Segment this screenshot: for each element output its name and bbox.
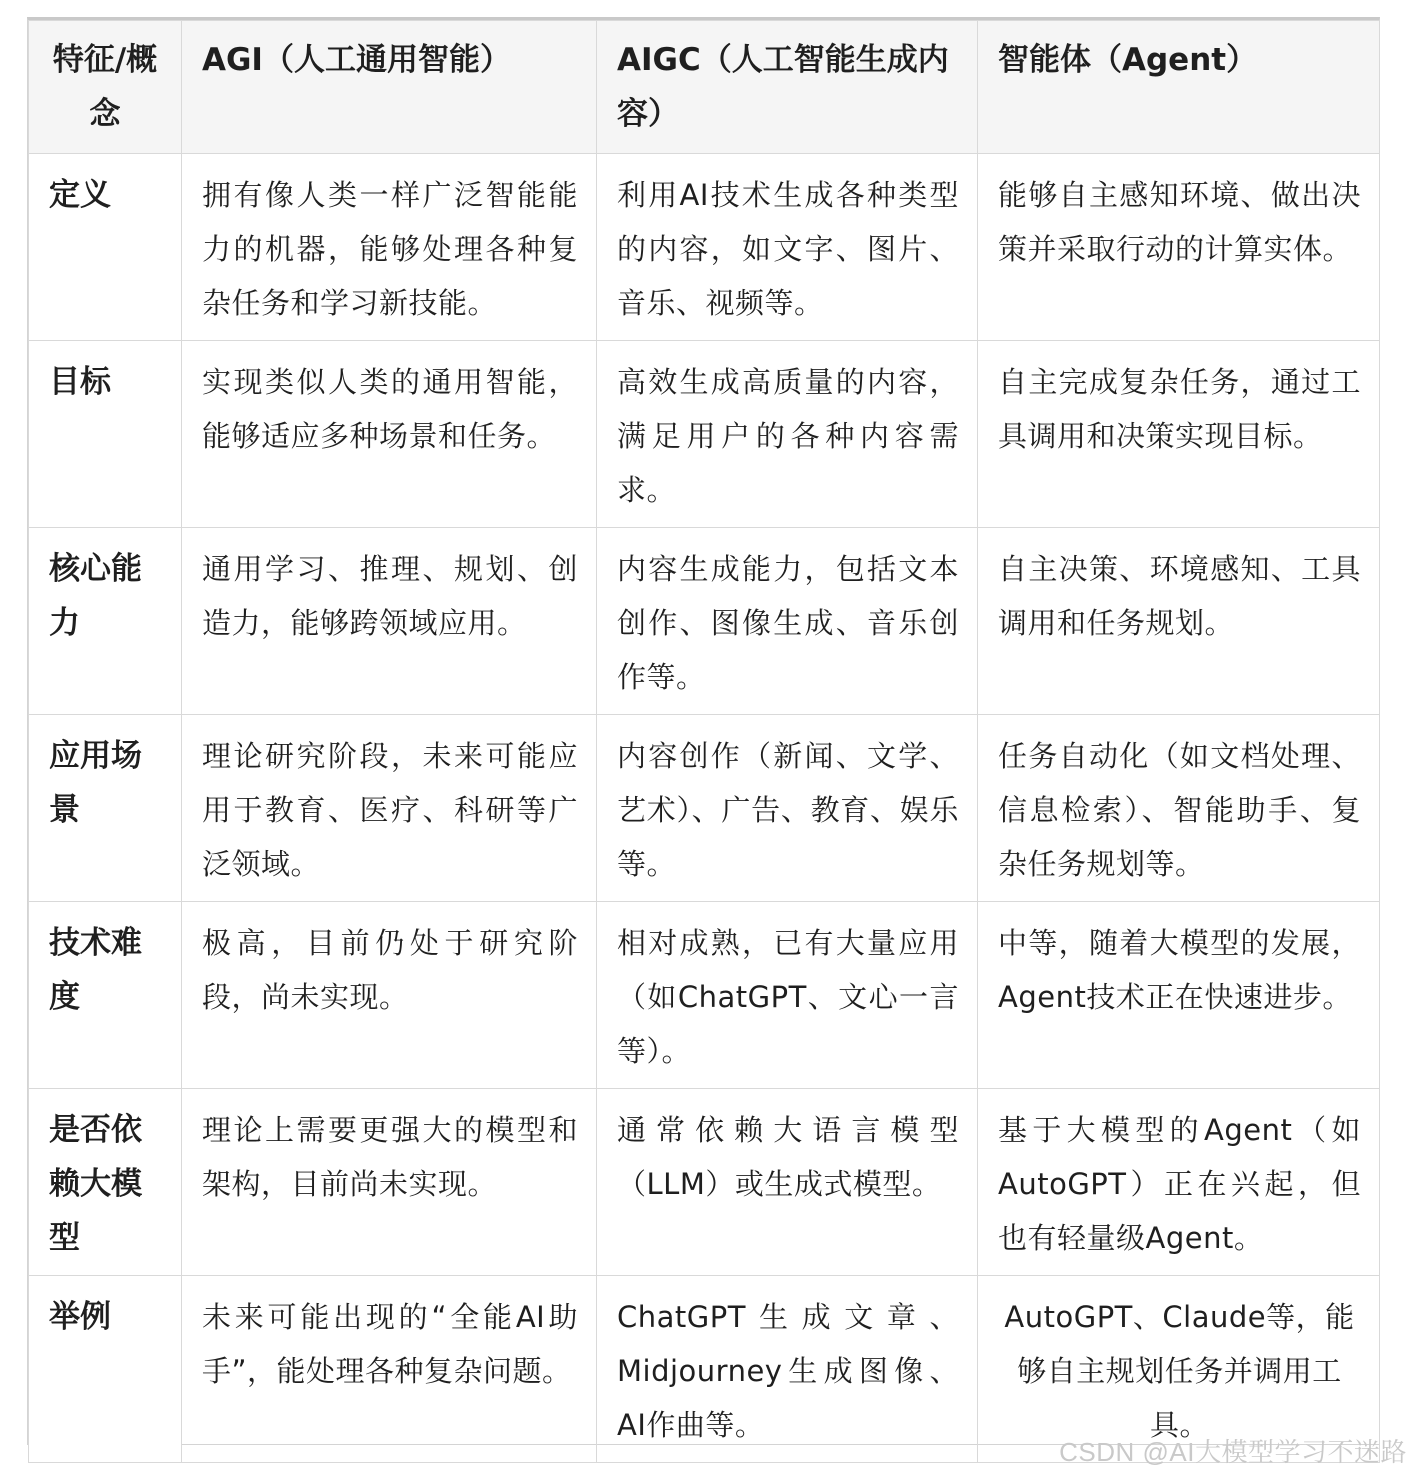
cell-agi: 极高，目前仍处于研究阶段，尚未实现。 bbox=[182, 902, 597, 1089]
cell-agent: 基于大模型的Agent（如AutoGPT）正在兴起，但也有轻量级Agent。 bbox=[978, 1089, 1380, 1276]
comparison-table bbox=[28, 20, 1380, 1463]
row-feature-label: 是否依赖大模型 bbox=[29, 1089, 182, 1276]
header-agent: 智能体（Agent） bbox=[978, 21, 1380, 154]
row-feature-label: 技术难度 bbox=[29, 902, 182, 1089]
header-feature: 特征/概念 bbox=[29, 21, 182, 154]
table-header bbox=[29, 21, 1380, 154]
table-row bbox=[29, 902, 1380, 1089]
cell-aigc: 相对成熟，已有大量应用（如ChatGPT、文心一言等）。 bbox=[597, 902, 978, 1089]
cell-agent: 能够自主感知环境、做出决策并采取行动的计算实体。 bbox=[978, 154, 1380, 341]
comparison-table-container bbox=[27, 17, 1380, 1445]
cell-agent: 自主决策、环境感知、工具调用和任务规划。 bbox=[978, 528, 1380, 715]
table-row bbox=[29, 341, 1380, 528]
cell-agent: AutoGPT、Claude等，能够自主规划任务并调用工具。 bbox=[978, 1276, 1380, 1463]
header-row bbox=[29, 21, 1380, 154]
cell-agi: 通用学习、推理、规划、创造力，能够跨领域应用。 bbox=[182, 528, 597, 715]
watermark: CSDN @AI大模型学习不迷路 bbox=[1059, 1437, 1407, 1467]
cell-agi: 理论上需要更强大的模型和架构，目前尚未实现。 bbox=[182, 1089, 597, 1276]
header-aigc: AIGC（人工智能生成内容） bbox=[597, 21, 978, 154]
table-row bbox=[29, 154, 1380, 341]
cell-agent: 自主完成复杂任务，通过工具调用和决策实现目标。 bbox=[978, 341, 1380, 528]
table-row bbox=[29, 1089, 1380, 1276]
table-row bbox=[29, 528, 1380, 715]
table-body bbox=[29, 154, 1380, 1463]
cell-agi: 理论研究阶段，未来可能应用于教育、医疗、科研等广泛领域。 bbox=[182, 715, 597, 902]
header-agi: AGI（人工通用智能） bbox=[182, 21, 597, 154]
cell-aigc: 内容创作（新闻、文学、艺术）、广告、教育、娱乐等。 bbox=[597, 715, 978, 902]
cell-agi: 实现类似人类的通用智能，能够适应多种场景和任务。 bbox=[182, 341, 597, 528]
cell-aigc: ChatGPT生成文章、Midjourney生成图像、AI作曲等。 bbox=[597, 1276, 978, 1463]
cell-aigc: 通常依赖大语言模型（LLM）或生成式模型。 bbox=[597, 1089, 978, 1276]
row-feature-label: 核心能力 bbox=[29, 528, 182, 715]
cell-agent: 任务自动化（如文档处理、信息检索）、智能助手、复杂任务规划等。 bbox=[978, 715, 1380, 902]
row-feature-label: 举例 bbox=[29, 1276, 182, 1463]
cell-aigc: 高效生成高质量的内容，满足用户的各种内容需求。 bbox=[597, 341, 978, 528]
cell-agi: 拥有像人类一样广泛智能能力的机器，能够处理各种复杂任务和学习新技能。 bbox=[182, 154, 597, 341]
table-row bbox=[29, 715, 1380, 902]
row-feature-label: 定义 bbox=[29, 154, 182, 341]
cell-aigc: 内容生成能力，包括文本创作、图像生成、音乐创作等。 bbox=[597, 528, 978, 715]
cell-aigc: 利用AI技术生成各种类型的内容，如文字、图片、音乐、视频等。 bbox=[597, 154, 978, 341]
row-feature-label: 应用场景 bbox=[29, 715, 182, 902]
row-feature-label: 目标 bbox=[29, 341, 182, 528]
cell-agi: 未来可能出现的“全能AI助手”，能处理各种复杂问题。 bbox=[182, 1276, 597, 1463]
cell-agent: 中等，随着大模型的发展，Agent技术正在快速进步。 bbox=[978, 902, 1380, 1089]
